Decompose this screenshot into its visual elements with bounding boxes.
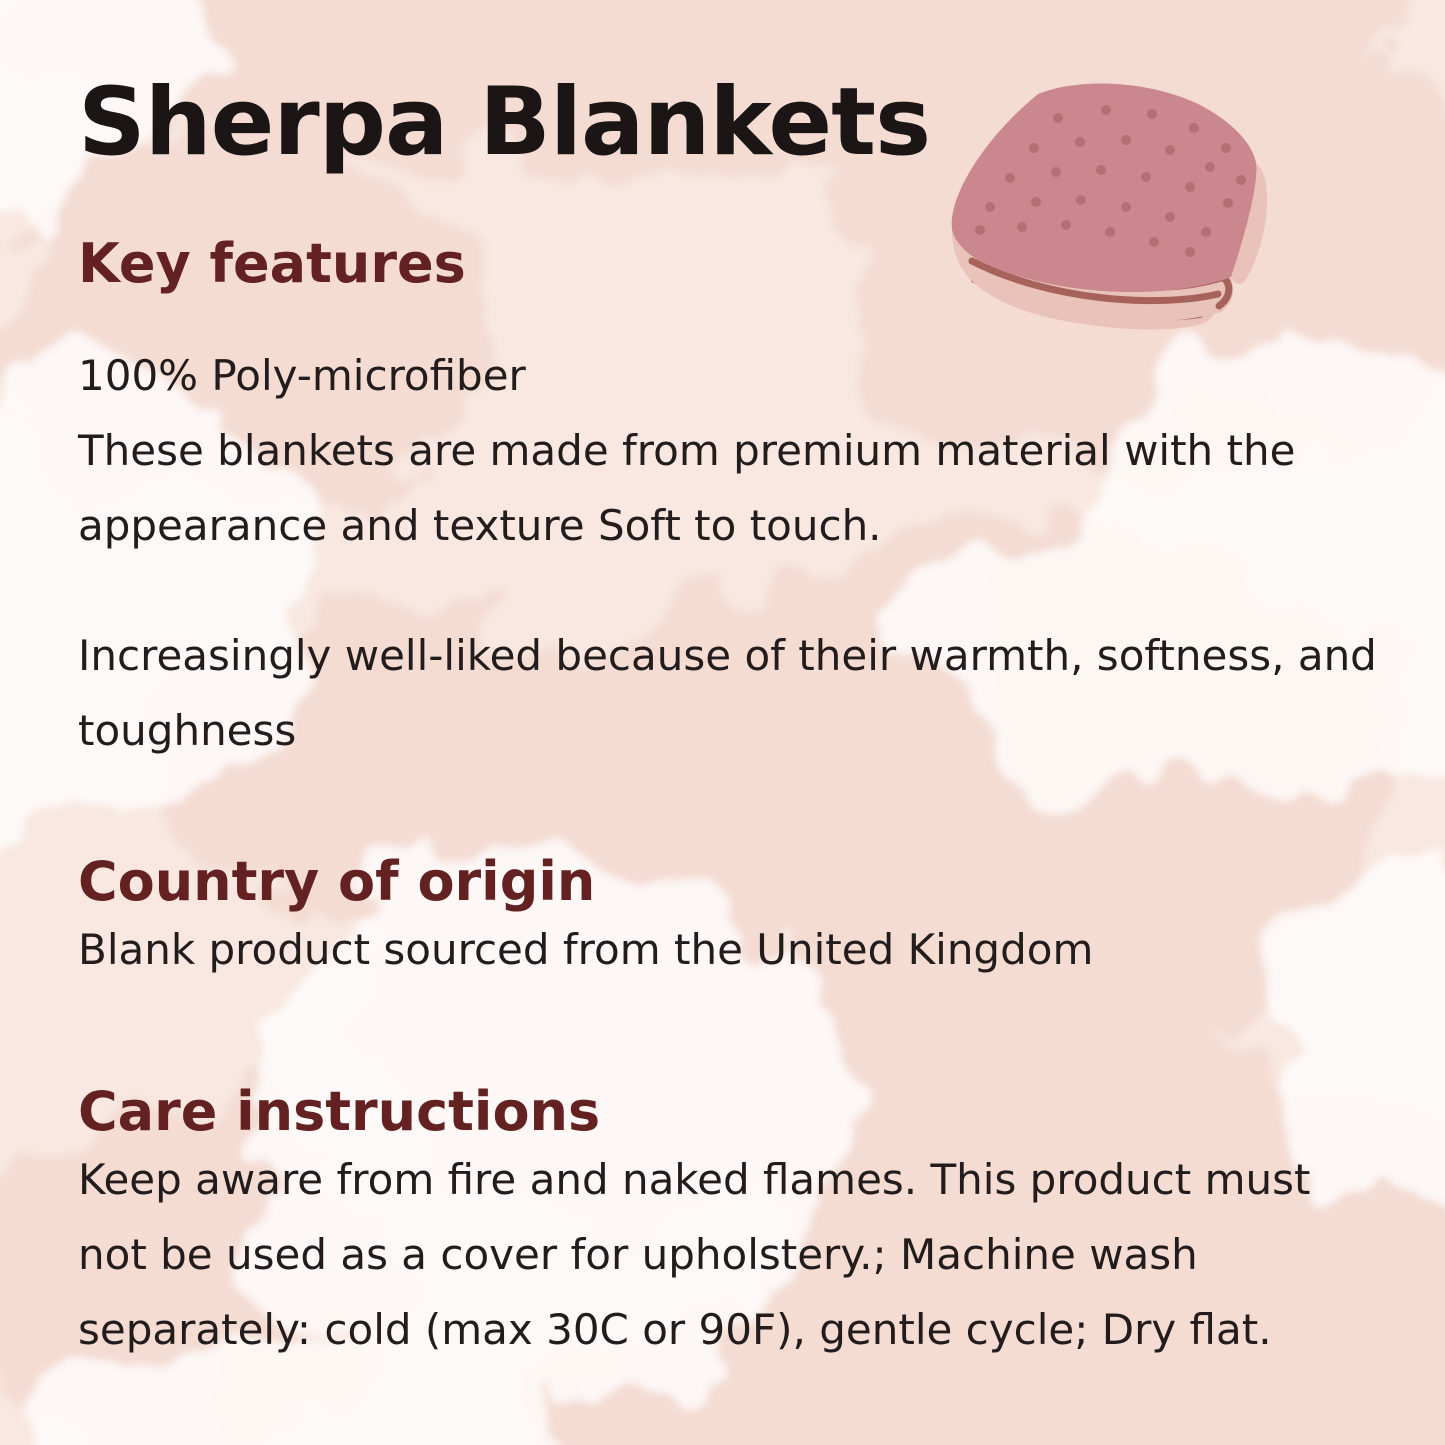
body-line: toughness [78, 706, 297, 755]
section-heading-country-of-origin: Country of origin [78, 850, 596, 913]
section-heading-key-features: Key features [78, 232, 466, 295]
key-features-paragraph-1 [78, 338, 1295, 563]
body-line: Keep aware from fire and naked flames. This product must [78, 1155, 1311, 1204]
blanket-top-face [952, 84, 1257, 293]
folded-blanket-illustration [938, 70, 1286, 345]
body-line: These blankets are made from premium material with the [78, 426, 1296, 475]
body-line: appearance and texture Soft to touch. [78, 501, 882, 550]
key-features-paragraph-2 [78, 618, 1377, 768]
country-of-origin-paragraph [78, 912, 1093, 987]
body-line: separately: cold (max 30C or 90F), gentle cycle; Dry flat. [78, 1305, 1272, 1354]
section-heading-care-instructions: Care instructions [78, 1080, 601, 1143]
body-line: not be used as a cover for upholstery.; Machine wash [78, 1230, 1198, 1279]
page-title: Sherpa Blankets [78, 68, 931, 177]
care-instructions-paragraph [78, 1142, 1310, 1367]
body-line: Increasingly well-liked because of their warmth, softness, and [78, 631, 1377, 680]
body-line: Blank product sourced from the United Kingdom [78, 925, 1094, 974]
body-line: 100% Poly-microfiber [78, 351, 526, 400]
